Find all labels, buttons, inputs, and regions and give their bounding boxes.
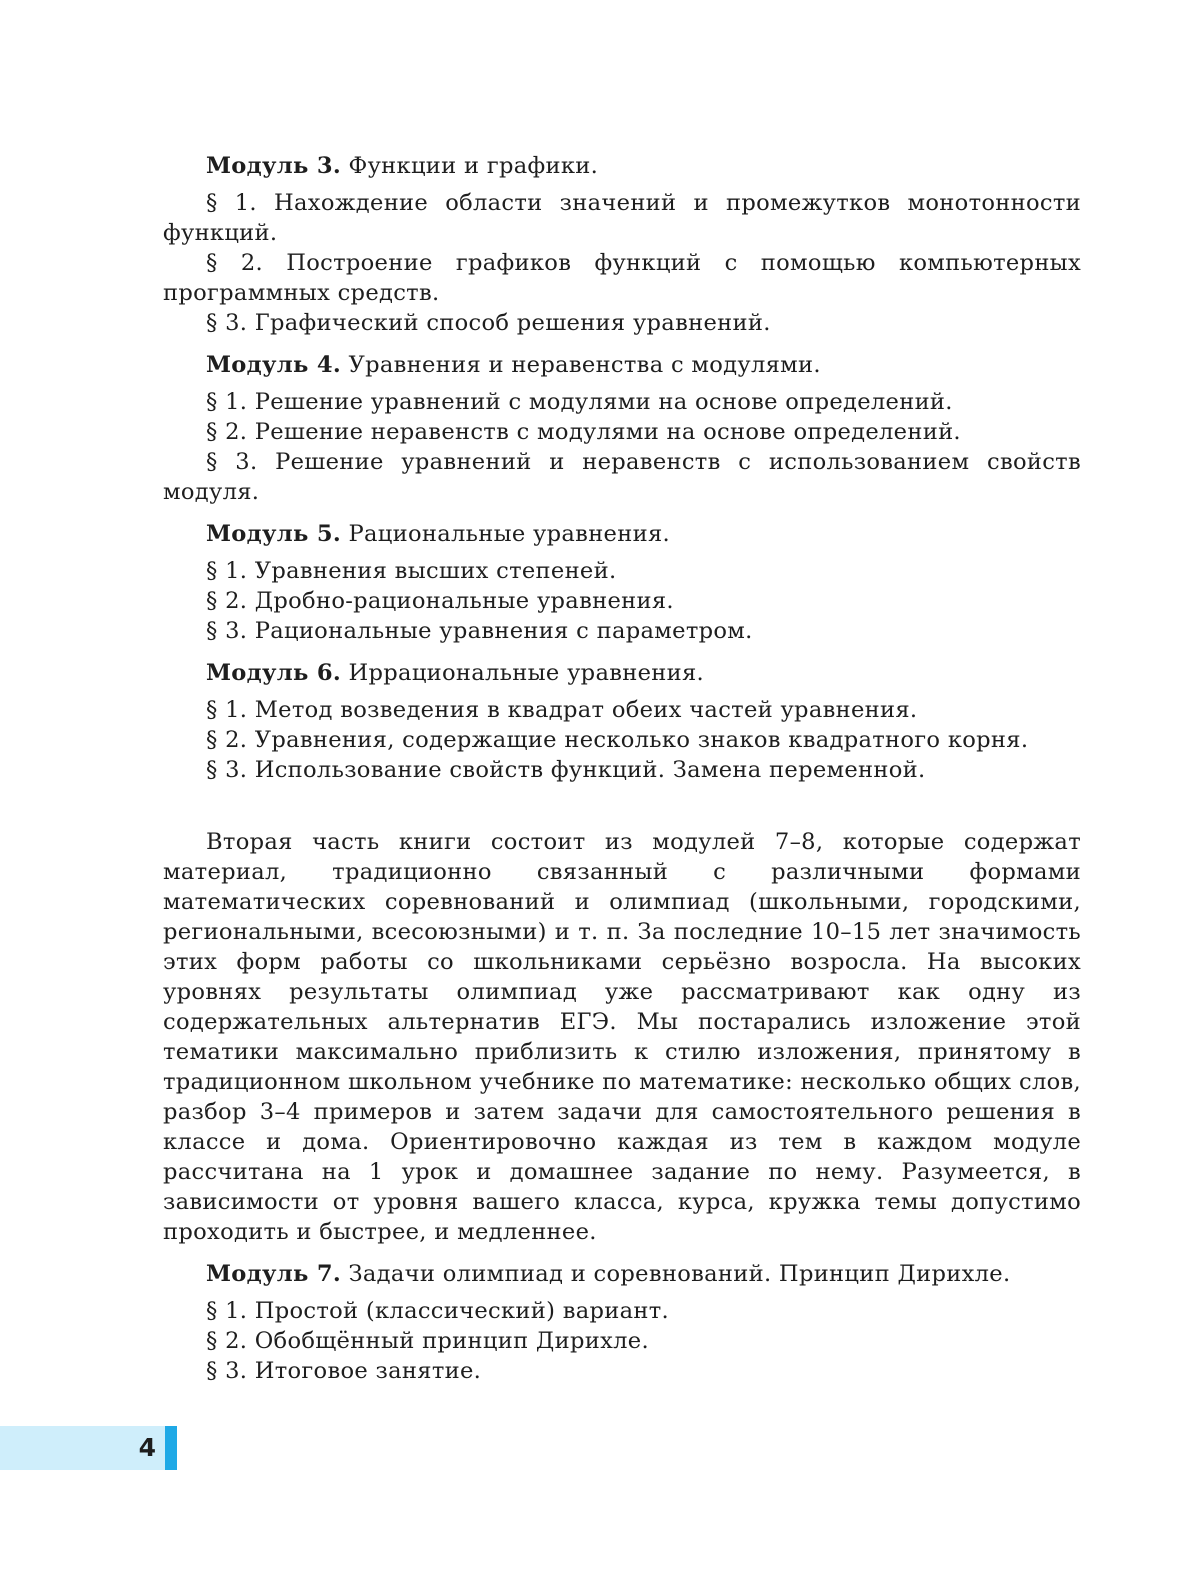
- module-7: [163, 1259, 1081, 1386]
- section-item: § 2. Построение графиков функций с помощью компьютерных программных средств.: [163, 250, 1081, 306]
- section-item: § 2. Дробно-рациональные уравнения.: [206, 588, 674, 614]
- module-name: Иррациональные уравнения.: [348, 660, 705, 686]
- section-item: § 3. Решение уравнений и неравенств с использованием свойств модуля.: [163, 449, 1081, 505]
- section-item: § 2. Обобщённый принцип Дирихле.: [206, 1328, 649, 1354]
- module-name: Задачи олимпиад и соревнований. Принцип Дирихле.: [348, 1261, 1011, 1287]
- module-name: Рациональные уравнения.: [348, 521, 670, 547]
- module-5: [163, 519, 1081, 646]
- module-label: Модуль 4.: [206, 352, 342, 378]
- section-item: § 3. Использование свойств функций. Замена переменной.: [206, 757, 926, 783]
- page-content: [163, 145, 1081, 1398]
- section-item: § 3. Рациональные уравнения с параметром.: [206, 618, 753, 644]
- module-label: Модуль 6.: [206, 660, 342, 686]
- section-item: § 1. Метод возведения в квадрат обеих частей уравнения.: [206, 697, 918, 723]
- module-3: [163, 151, 1081, 338]
- module-name: Уравнения и неравенства с модулями.: [348, 352, 821, 378]
- section-item: § 2. Уравнения, содержащие несколько знаков квадратного корня.: [206, 727, 1029, 753]
- module-title: [163, 350, 1081, 380]
- section-item: § 3. Итоговое занятие.: [206, 1358, 482, 1384]
- module-label: Модуль 3.: [206, 153, 342, 179]
- module-title: [163, 519, 1081, 549]
- intro-paragraph: Вторая часть книги состоит из модулей 7–8, которые содержат материал, традиционно связанный с различными формами математических соревнований и олимпиад (школьными, городскими, региональными, всесоюзными) и т. п. За последние 10–15 лет значимость этих форм работы со школьниками серьёзно возросла. На высоких уровнях результаты олимпиад уже рассматривают как одну из содержательных альтернатив ЕГЭ. Мы постарались изложение этой тематики максимально приблизить к стилю изложения, принятому в традиционном школьном учебнике по математике: несколько общих слов, разбор 3–4 примеров и затем задачи для самостоятельного решения в классе и дома. Ориентировочно каждая из тем в каждом модуле рассчитана на 1 урок и домашнее задание по нему. Разумеется, в зависимости от уровня вашего класса, курса, кружка темы допустимо проходить и быстрее, и медленнее.: [163, 829, 1081, 1245]
- section-item: § 1. Простой (классический) вариант.: [206, 1298, 670, 1324]
- page-number: 4: [138, 1433, 156, 1462]
- section-item: § 1. Решение уравнений с модулями на основе определений.: [206, 389, 953, 415]
- module-title: [163, 658, 1081, 688]
- page-number-bar: [165, 1426, 177, 1470]
- module-label: Модуль 7.: [206, 1261, 342, 1287]
- module-title: [163, 1259, 1081, 1289]
- module-4: [163, 350, 1081, 507]
- module-label: Модуль 5.: [206, 521, 342, 547]
- module-name: Функции и графики.: [348, 153, 599, 179]
- module-title: [163, 151, 1081, 181]
- section-item: § 3. Графический способ решения уравнений.: [206, 310, 771, 336]
- section-item: § 1. Нахождение области значений и промежутков монотонности функций.: [163, 190, 1081, 246]
- module-6: [163, 658, 1081, 785]
- section-item: § 1. Уравнения высших степеней.: [206, 558, 617, 584]
- section-item: § 2. Решение неравенств с модулями на основе определений.: [206, 419, 961, 445]
